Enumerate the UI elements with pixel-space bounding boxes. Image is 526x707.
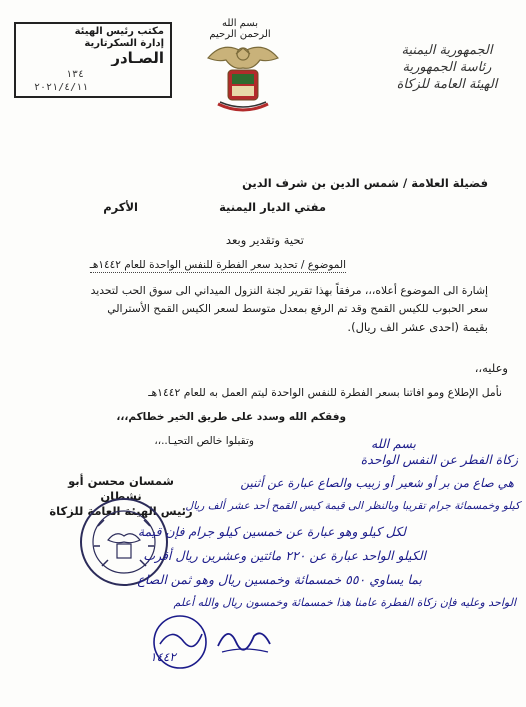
request-line: نأمل الإطلاع ومو افاتنا بسعر الفطرة للنفس الواحدة ليتم العمل به للعام ١٤٤٢هـ [148,386,502,399]
mufti-signature-icon [214,618,274,658]
handwritten-line-7: الواحد وعليه فإن زكاة الفطرة عامنا هذا خمسمائة وخمسون ريال والله أعلم [173,596,516,609]
handwritten-line-2: هي صاع من بر أو شعير أو زبيب والصاع عبارة عن أثنين [240,476,514,490]
honorific: الأكرم [103,200,138,214]
yemen-eagle-emblem-icon [198,18,288,126]
prayer-line: وفقكم الله وسدد على طريق الخير خطاكم،،، [116,411,346,423]
handwritten-line-1: زكاة الفطر عن النفس الواحدة [360,452,518,467]
body-line-2: سعر الحبوب للكيس القمح وقد تم الرفع بمعدل متوسط لسعر الكيس القمح الأسترالي [107,302,488,315]
addressee-line: فضيلة العلامة / شمس الدين بن شرف الدين [242,176,488,190]
header-presidency: رئاسة الجمهورية [402,60,492,75]
greeting: تحية وتقدير وبعد [225,233,304,247]
body-line-1: إشارة الى الموضوع أعلاه،،، مرفقاً بهذا تقرير لجنة النزول الميداني الى سوق الحب لتحديد [90,284,488,297]
handwritten-line-6: بما يساوي ٥٥٠ خمسمائة وخمسين ريال وهو ثمن الصاع [137,572,422,587]
handwritten-basmala: بسم الله [370,436,416,451]
handwritten-line-5: الكيلو الواحد عبارة عن ٢٢٠ مائتين وعشرين ريال أقرب [143,548,426,563]
stamp-department-line: إدارة السكرتارية [84,38,164,49]
stamp-reference-number: ١٣٤ [66,69,85,80]
signatory-title: رئيس الهيئة العامة للزكاة [49,504,193,518]
body-line-3: بقيمة (احدى عشر الف ريال). [347,320,488,334]
subject-line: الموضوع / تحديد سعر الفطرة للنفس الواحدة للعام ١٤٤٢هـ [89,259,346,271]
closing-line: وتقبلوا خالص التحيـا..،، [154,435,254,447]
header-authority: الهيئة العامة للزكاة [396,77,498,92]
conclusion: وعليه،، [474,361,508,375]
handwritten-line-3: كيلو وخمسمائة جرام تقريبا وبالنظر الى قيمة كيس القمح أحد عشر ألف ريال [185,500,520,512]
header-republic: الجمهورية اليمنية [401,43,493,58]
signatory-name: شمسان محسن أبو نشطان [68,474,174,503]
basmala-text: بسم الله الرحمن الرحيم [209,18,271,40]
letterhead [382,42,512,93]
stamp-office-line: مكتب رئيس الهيئة [74,26,164,37]
stamp-outgoing-label: الصـادر [111,50,164,66]
stamp-date: ٢٠٢١/٤/١١ [34,82,89,93]
outgoing-office-stamp [14,22,172,98]
addressee-title: مفتي الديار اليمنية [219,200,326,214]
handwritten-line-4: لكل كيلو وهو عبارة عن خمسين كيلو جرام فإن قيمة [137,524,406,539]
handwritten-stamp-date: ١٤٤٢ [150,650,176,664]
